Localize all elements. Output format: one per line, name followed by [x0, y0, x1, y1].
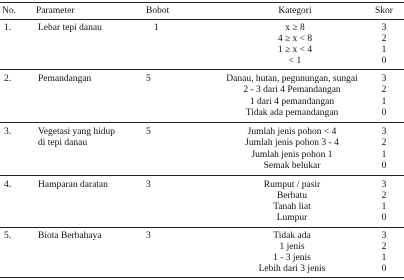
category-item: 1 - 3 jenis	[273, 253, 311, 263]
row-no: 5.	[4, 231, 12, 241]
score-item: 2	[381, 138, 387, 148]
score-item: 1	[381, 150, 387, 160]
row-no: 3.	[4, 127, 12, 137]
header-skor: Skor	[375, 6, 393, 16]
category-item: Rumput / pasir	[263, 180, 321, 190]
score-item: 3	[381, 127, 387, 137]
score-item: 0	[381, 56, 387, 66]
category-item: Lebih dari 3 jenis	[258, 264, 326, 274]
score-item: 2	[381, 34, 387, 44]
category-item: < 1	[288, 56, 302, 66]
row-divider-1	[0, 69, 404, 70]
row-bobot: 5	[146, 127, 151, 137]
category-item: 2 - 3 dari 4 Pemandangan	[243, 85, 341, 95]
category-item: Tanah liat	[273, 202, 311, 212]
row-divider-3	[0, 175, 404, 176]
category-item: 1 ≥ x < 4	[277, 45, 313, 55]
category-item: Tidak ada	[273, 231, 311, 241]
row-bobot: 3	[146, 231, 151, 241]
header-no: No.	[2, 6, 16, 16]
header-kategori: Kategori	[278, 6, 312, 16]
row-parameter: Hamparan daratan	[38, 180, 108, 190]
header-parameter: Parameter	[36, 6, 75, 16]
category-item: Jumlah jenis pohon < 4	[247, 127, 337, 137]
category-item: Tidak ada pemandangan	[245, 108, 339, 118]
category-item: Berbatu	[276, 191, 308, 201]
score-item: 2	[381, 242, 387, 252]
score-item: 3	[381, 74, 387, 84]
category-item: Danau, hutan, pegunungan, sungai	[226, 74, 358, 84]
row-parameter-line2: di tepi danau	[38, 138, 88, 148]
category-item: Semak belukar	[263, 161, 321, 171]
row-bobot: 3	[146, 180, 151, 190]
score-item: 2	[381, 85, 387, 95]
row-no: 1.	[4, 23, 12, 33]
score-item: 0	[381, 213, 387, 223]
score-item: 0	[381, 108, 387, 118]
category-item: 1 dari 4 pemandangan	[249, 97, 335, 107]
row-divider-4	[0, 227, 404, 228]
score-item: 1	[381, 97, 387, 107]
row-parameter: Lebar tepi danau	[38, 23, 102, 33]
score-item: 2	[381, 191, 387, 201]
score-item: 0	[381, 264, 387, 274]
row-divider-2	[0, 122, 404, 123]
category-item: 4 ≥ x < 8	[277, 34, 313, 44]
score-item: 1	[381, 202, 387, 212]
row-no: 4.	[4, 180, 12, 190]
header-bobot: Bobot	[146, 6, 170, 16]
score-item: 3	[381, 231, 387, 241]
score-item: 1	[381, 253, 387, 263]
row-no: 2.	[4, 74, 12, 84]
score-item: 1	[381, 45, 387, 55]
category-item: x ≥ 8	[285, 23, 305, 33]
row-parameter: Vegetasi yang hidup	[38, 127, 116, 137]
row-bobot: 1	[154, 23, 159, 33]
table-top-rule	[0, 2, 404, 3]
category-item: Lumpur	[276, 213, 308, 223]
row-parameter: Pemandangan	[38, 74, 92, 84]
score-item: 0	[381, 161, 387, 171]
score-item: 3	[381, 23, 387, 33]
table-bottom-rule	[0, 277, 404, 278]
score-item: 3	[381, 180, 387, 190]
category-item: Jumlah jenis pohon 1	[251, 150, 333, 160]
row-bobot: 5	[146, 74, 151, 84]
category-item: Jumlah jenis pohon 3 - 4	[245, 138, 339, 148]
header-bottom-rule	[0, 19, 404, 20]
category-item: 1 jenis	[279, 242, 305, 252]
row-parameter: Biota Berbahaya	[38, 231, 102, 241]
